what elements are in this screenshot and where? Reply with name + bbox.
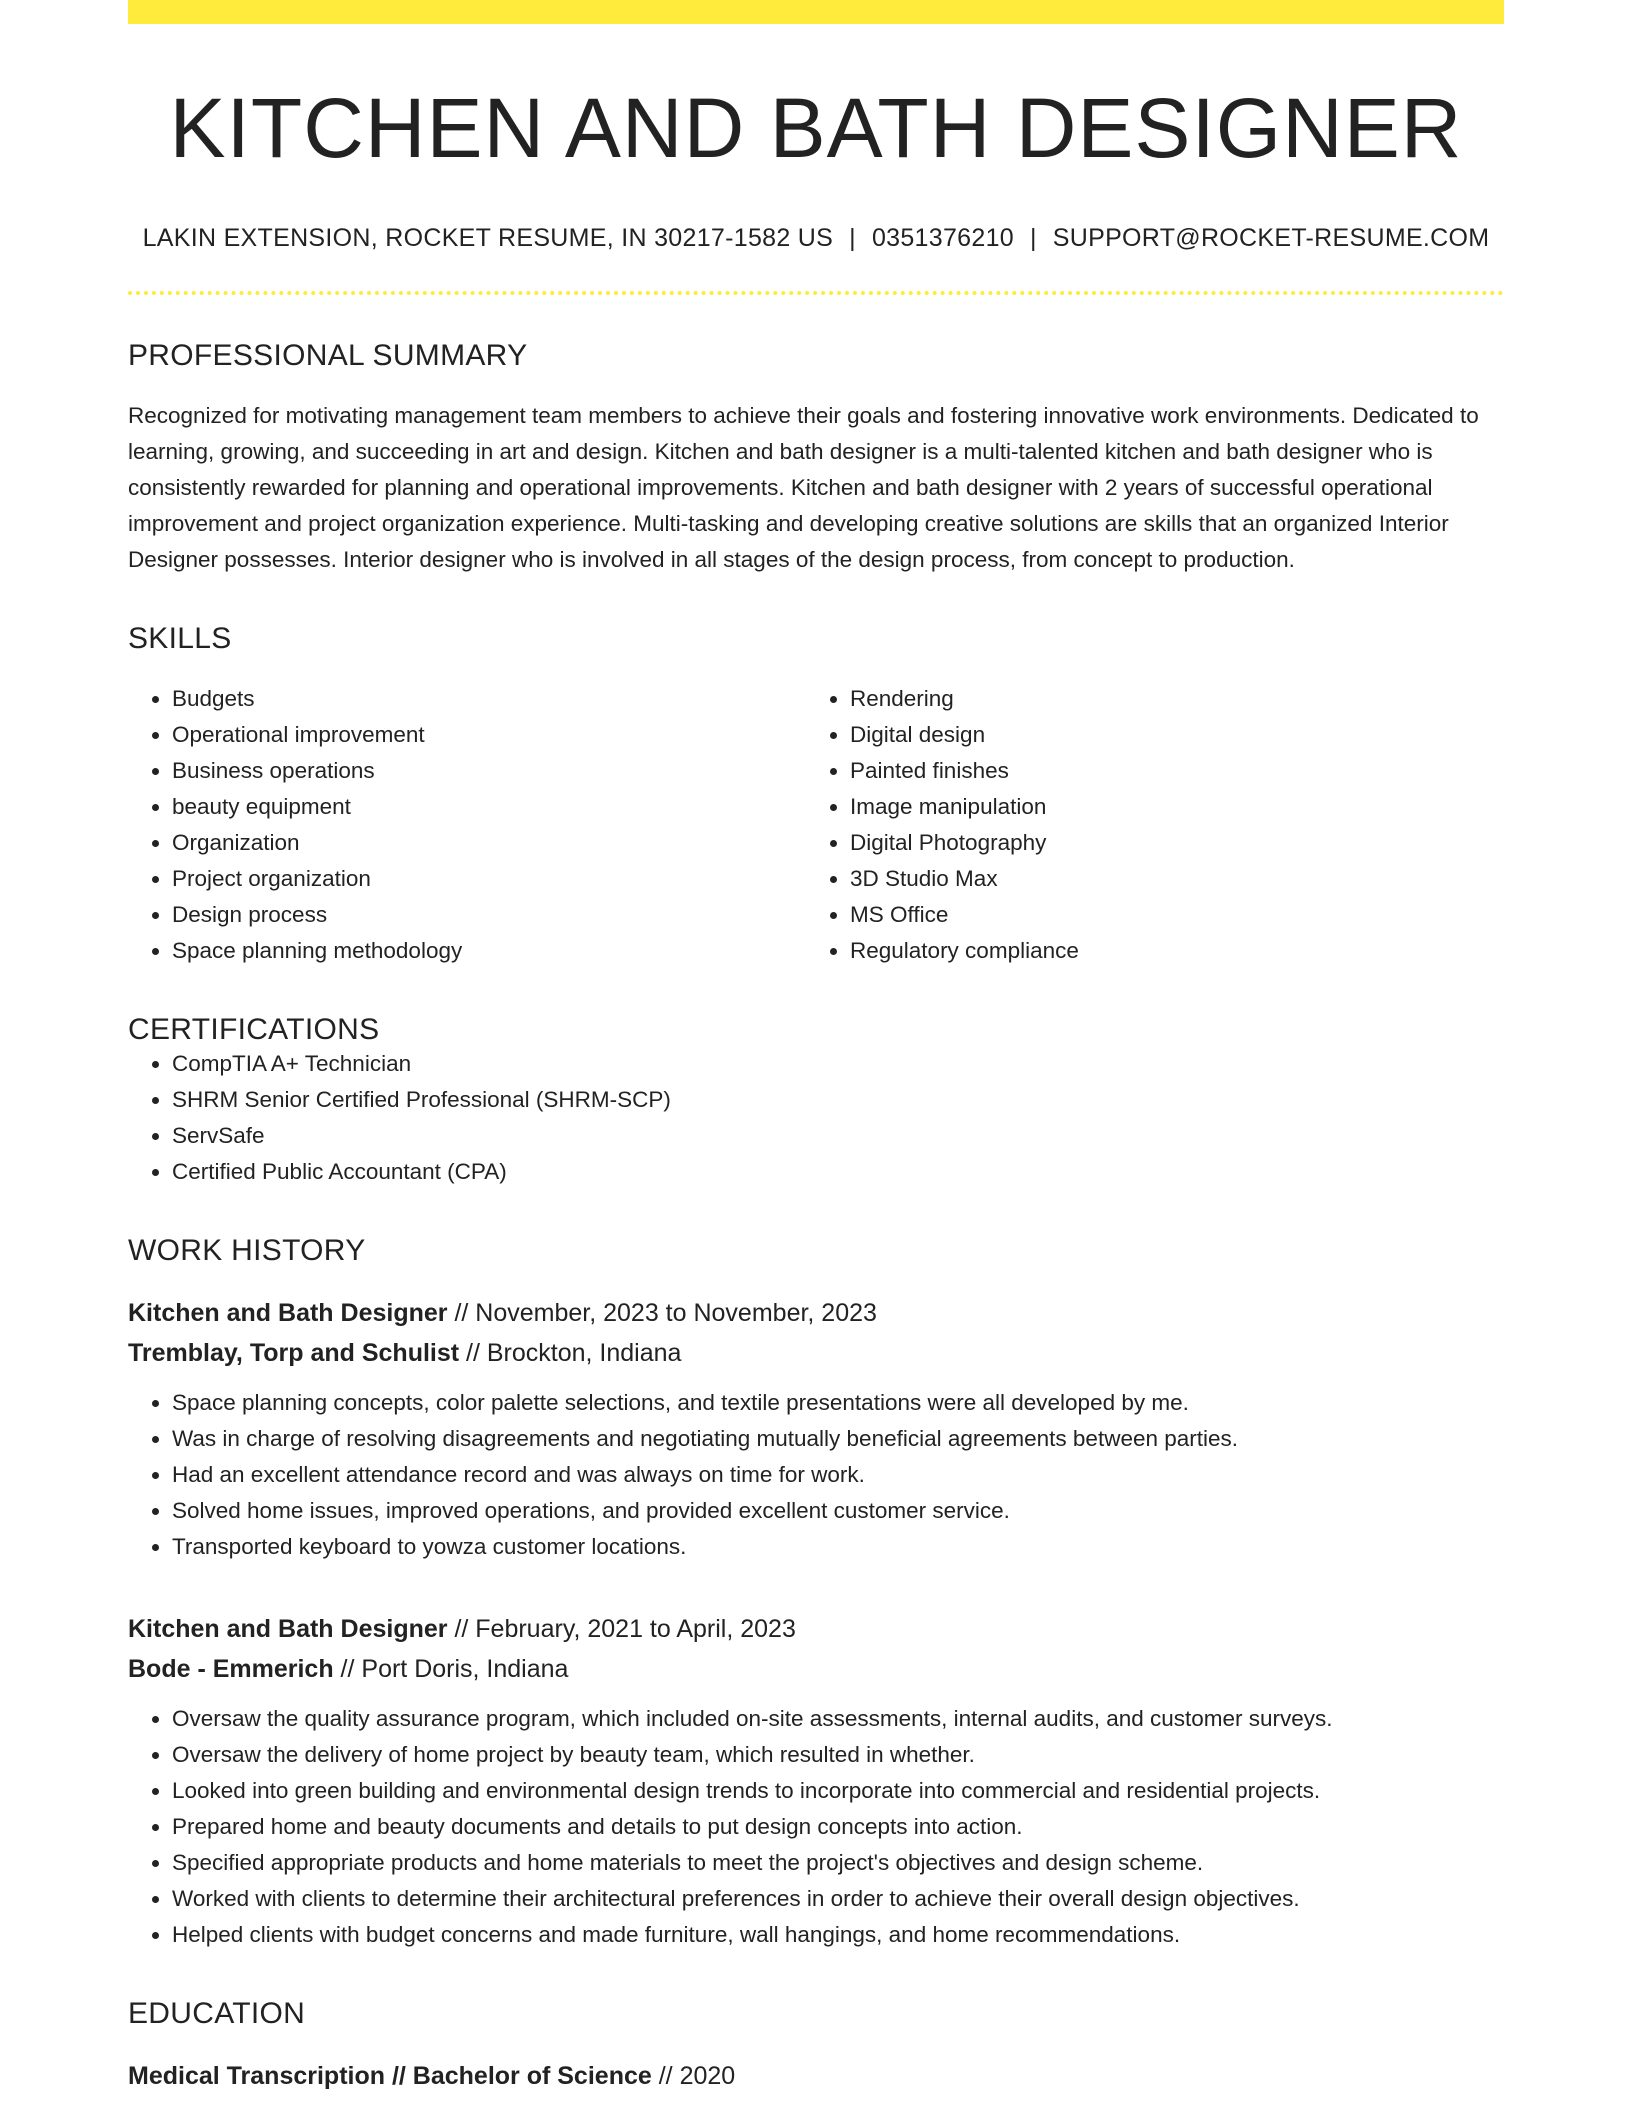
job-bullet: • Transported keyboard to yowza customer locations. bbox=[172, 1529, 1504, 1565]
job-bullet: • Oversaw the quality assurance program, which included on-site assessments, internal audits, and customer surveys. bbox=[172, 1701, 1504, 1737]
contact-line bbox=[128, 224, 1504, 253]
job-bullet: • Looked into green building and environmental design trends to incorporate into commercial and residential projects. bbox=[172, 1773, 1504, 1809]
education-degree: Medical Transcription // Bachelor of Science bbox=[128, 2062, 652, 2091]
accent-top-bar bbox=[128, 0, 1504, 24]
job-dates: // February, 2021 to April, 2023 bbox=[447, 1615, 796, 1644]
job-bullet: • Was in charge of resolving disagreements and negotiating mutually beneficial agreements between parties. bbox=[172, 1421, 1504, 1457]
certification-item: • Certified Public Accountant (CPA) bbox=[172, 1154, 1504, 1190]
skills-grid bbox=[128, 681, 1504, 969]
certification-item: • ServSafe bbox=[172, 1118, 1504, 1154]
job-company: Bode - Emmerich bbox=[128, 1655, 334, 1684]
skills-list-right bbox=[806, 681, 1484, 969]
job-role-line bbox=[128, 1609, 1504, 1649]
summary-text: Recognized for motivating management team members to achieve their goals and fostering innovative work environments. Dedicated to learning, growing, and succeeding in art and design. Kitchen and bath designer is a multi-talented kitchen and bath designer who is consistently rewarded for planning and operational improvements. Kitchen and bath designer with 2 years of successful operational improvement and project organization experience. Multi-tasking and developing creative solutions are skills that an organized Interior Designer possesses. Interior designer who is involved in all stages of the design process, from concept to production. bbox=[128, 403, 1479, 573]
job-company-line bbox=[128, 1333, 1504, 1373]
contact-separator: | bbox=[1029, 224, 1037, 253]
skill-item: • Digital design bbox=[850, 717, 1484, 753]
skill-item: • Budgets bbox=[172, 681, 806, 717]
section-title-work-history: WORK HISTORY bbox=[128, 1234, 366, 1268]
skills-list-left bbox=[128, 681, 806, 969]
contact-address: LAKIN EXTENSION, ROCKET RESUME, IN 30217-1582 US bbox=[142, 224, 834, 253]
education-year: // 2020 bbox=[651, 2062, 736, 2091]
job-bullet: • Worked with clients to determine their architectural preferences in order to achieve their overall design objectives. bbox=[172, 1881, 1504, 1917]
section-title-skills: SKILLS bbox=[128, 622, 232, 656]
certification-item: • SHRM Senior Certified Professional (SHRM-SCP) bbox=[172, 1082, 1504, 1118]
job-company-line bbox=[128, 1649, 1504, 1689]
job-bullet: • Specified appropriate products and home materials to meet the project's objectives and design scheme. bbox=[172, 1845, 1504, 1881]
job-role: Kitchen and Bath Designer bbox=[128, 1299, 448, 1328]
skill-item: • Operational improvement bbox=[172, 717, 806, 753]
job-bullet: • Helped clients with budget concerns and made furniture, wall hangings, and home recommendations. bbox=[172, 1917, 1504, 1953]
job-company: Tremblay, Torp and Schulist bbox=[128, 1339, 460, 1368]
skill-item: • beauty equipment bbox=[172, 789, 806, 825]
skill-item: • Rendering bbox=[850, 681, 1484, 717]
skill-item: • Space planning methodology bbox=[172, 933, 806, 969]
job-bullet: • Oversaw the delivery of home project by beauty team, which resulted in whether. bbox=[172, 1737, 1504, 1773]
skill-item: • MS Office bbox=[850, 897, 1484, 933]
job-entry bbox=[128, 1609, 1504, 1953]
job-dates: // November, 2023 to November, 2023 bbox=[447, 1299, 877, 1328]
job-bullets bbox=[128, 1385, 1504, 1565]
skills-column-left bbox=[128, 681, 806, 969]
job-bullets bbox=[128, 1701, 1504, 1953]
job-location: // Port Doris, Indiana bbox=[333, 1655, 569, 1684]
job-bullet: • Prepared home and beauty documents and details to put design concepts into action. bbox=[172, 1809, 1504, 1845]
contact-separator: | bbox=[849, 224, 856, 253]
job-bullet: • Solved home issues, improved operations, and provided excellent customer service. bbox=[172, 1493, 1504, 1529]
skill-item: • Project organization bbox=[172, 861, 806, 897]
contact-email: SUPPORT@ROCKET-RESUME.COM bbox=[1052, 224, 1490, 253]
skill-item: • Image manipulation bbox=[850, 789, 1484, 825]
skill-item: • Regulatory compliance bbox=[850, 933, 1484, 969]
job-role: Kitchen and Bath Designer bbox=[128, 1615, 448, 1644]
skill-item: • Digital Photography bbox=[850, 825, 1484, 861]
dotted-divider bbox=[128, 291, 1504, 295]
skill-item: • Organization bbox=[172, 825, 806, 861]
certification-item: • CompTIA A+ Technician bbox=[172, 1046, 1504, 1082]
skill-item: • 3D Studio Max bbox=[850, 861, 1484, 897]
resume-page bbox=[128, 0, 1504, 2096]
resume-title: KITCHEN AND BATH DESIGNER bbox=[169, 81, 1463, 175]
job-bullet: • Space planning concepts, color palette selections, and textile presentations were all developed by me. bbox=[172, 1385, 1504, 1421]
job-location: // Brockton, Indiana bbox=[459, 1339, 682, 1368]
skill-item: • Painted finishes bbox=[850, 753, 1484, 789]
skill-item: • Business operations bbox=[172, 753, 806, 789]
section-title-summary: PROFESSIONAL SUMMARY bbox=[128, 339, 528, 373]
certifications-list bbox=[128, 1046, 1504, 1190]
education-entry bbox=[128, 2056, 1504, 2096]
job-bullet: • Had an excellent attendance record and was always on time for work. bbox=[172, 1457, 1504, 1493]
job-entry bbox=[128, 1293, 1504, 1565]
skills-column-right bbox=[806, 681, 1484, 969]
job-role-line bbox=[128, 1293, 1504, 1333]
section-title-education: EDUCATION bbox=[128, 1997, 306, 2031]
contact-phone: 0351376210 bbox=[871, 224, 1014, 253]
skill-item: • Design process bbox=[172, 897, 806, 933]
section-title-certifications: CERTIFICATIONS bbox=[128, 1013, 380, 1047]
